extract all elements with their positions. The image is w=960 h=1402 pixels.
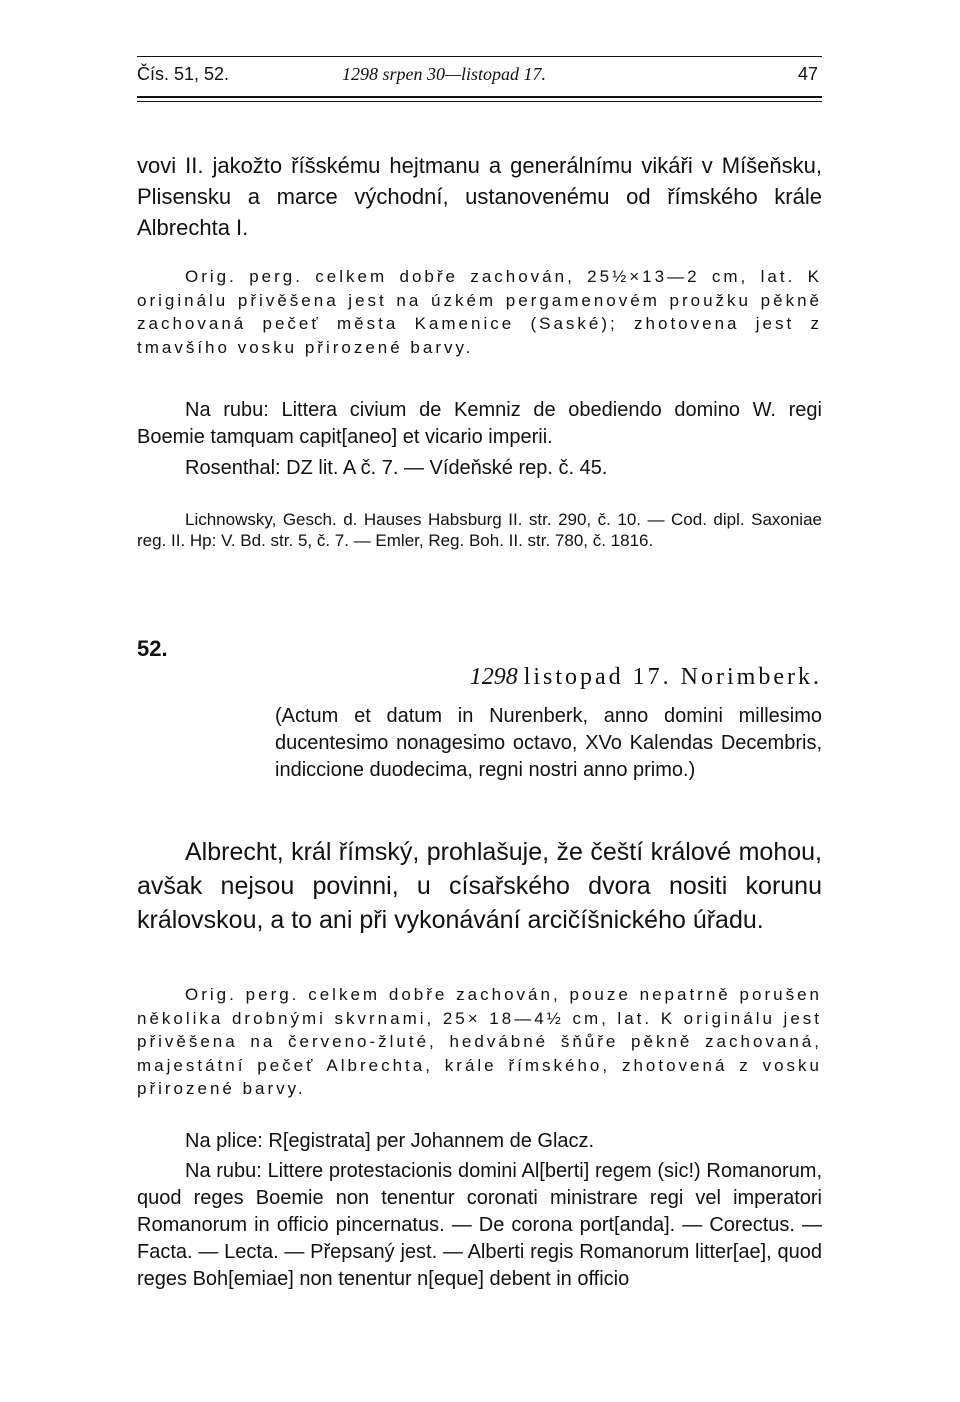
doc52-dorsal-note: Na rubu: Littere protestacionis domini Al[berti] regem (sic!) Romanorum, quod reges Boemie non tenentur coronati ministrare regi vel imperatori Romanorum in officio pincernatus. — De corona port[anda]. — Corectus. — Facta. — Lecta. — Přepsaný jest. — Alberti regis Romanorum litter[ae], quod reges Boh[emiae] non tenentur n[eque] debent in officio	[137, 1160, 822, 1290]
doc52-plice-block	[137, 1128, 822, 1155]
doc51-literature-block	[137, 509, 822, 551]
doc51-rosenthal: Rosenthal: DZ lit. A č. 7. — Vídeňské rep. č. 45.	[185, 457, 608, 479]
header-document-numbers: Čís. 51, 52.	[137, 64, 230, 84]
doc52-summary: Albrecht, král římský, prohlašuje, že čeští králové mohou, avšak nejsou povinni, u císařského dvora nositi korunu královskou, a to ani při vykonávání arcičíšnického úřadu.	[137, 838, 822, 934]
doc52-actum-block	[275, 703, 822, 784]
running-header	[137, 64, 822, 92]
doc52-number: 52.	[137, 636, 168, 661]
page-number: 47	[797, 64, 818, 84]
doc52-date-place: listopad 17. Norimberk.	[523, 664, 822, 690]
doc52-plica-note: Na plice: R[egistrata] per Johannem de Glacz.	[185, 1130, 595, 1152]
doc51-original-description: Orig. perg. celkem dobře zachován, 25½×13—2 cm, lat. K originálu přivěšena jest na úzkém pergamenovém proužku pěkně zachovaná pečeť města Kamenice (Saské); zhotovena jest z tmavšího vosku přirozené barvy.	[137, 267, 822, 357]
doc52-number-block	[137, 636, 822, 662]
doc51-dorsal-note: Na rubu: Littera civium de Kemniz de obediendo domino W. regi Boemie tamquam capit[aneo] et vicario imperii.	[137, 399, 822, 448]
doc52-actum: (Actum et datum in Nurenberk, anno domini millesimo ducentesimo nonagesimo octavo, XVo Kalendas Decembris, indiccione duodecima, regni nostri anno primo.)	[275, 705, 822, 781]
header-rule-bottom	[137, 96, 822, 98]
doc51-continuation-block	[137, 150, 822, 243]
doc52-original-description: Orig. perg. celkem dobře zachován, pouze nepatrně porušen několika drobnými skvrnami, 25× 18—4½ cm, lat. K originálu jest přivěšena na červeno-žluté, hedvábné šňůře pěkně zachovaná, majestátní pečeť Albrechta, krále římského, zhotovená z vosku přirozené barvy.	[137, 985, 822, 1098]
doc52-orig-block	[137, 983, 822, 1101]
doc51-continuation: vovi II. jakožto říšskému hejtmanu a generálnímu vikáři v Míšeňsku, Plisensku a marce východní, ustanovenému od římského krále Albrechta I.	[137, 153, 822, 240]
doc51-rub-block	[137, 397, 822, 451]
header-rule-bottom-thin	[137, 101, 822, 102]
header-date-range: 1298 srpen 30—listopad 17.	[342, 64, 547, 84]
doc52-summary-block	[137, 835, 822, 937]
doc51-rosenthal-block	[137, 455, 822, 482]
doc52-date-year: 1298	[469, 664, 518, 690]
doc52-rub-block	[137, 1158, 822, 1293]
doc51-literature: Lichnowsky, Gesch. d. Hauses Habsburg II. str. 290, č. 10. — Cod. dipl. Saxoniae reg. II. Hp: V. Bd. str. 5, č. 7. — Emler, Reg. Boh. II. str. 780, č. 1816.	[137, 510, 822, 550]
header-rule-top	[137, 56, 822, 57]
doc52-dateline	[137, 664, 822, 691]
doc51-orig-block	[137, 265, 822, 359]
